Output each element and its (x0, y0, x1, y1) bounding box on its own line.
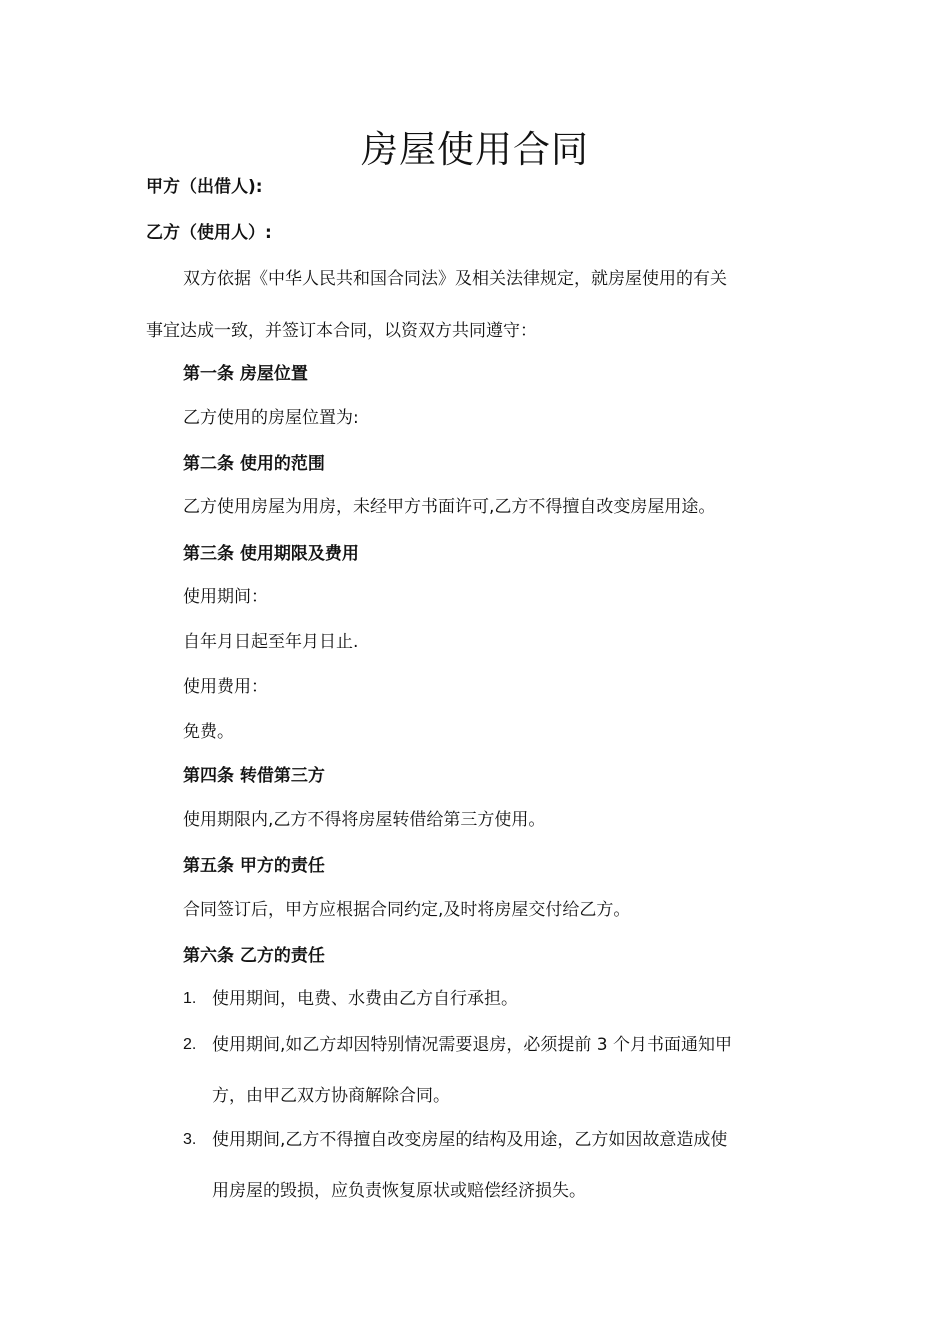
intro-paragraph-line-2: 事宜达成一致，并签订本合同，以资双方共同遵守： (146, 321, 537, 341)
party-b-label: 乙方（使用人）: (146, 223, 272, 243)
article-3-text-fee-value: 免费。 (183, 722, 234, 742)
article-3-text-period-label: 使用期间： (183, 587, 268, 607)
article-4-heading: 第四条 转借第三方 (183, 766, 325, 786)
list-item-text-line-2: 用房屋的毁损，应负责恢复原状或赔偿经济损失。 (212, 1181, 586, 1201)
list-item-text-line-1: 使用期间，电费、水费由乙方自行承担。 (212, 989, 518, 1009)
list-item-number: 1. (183, 990, 197, 1007)
list-item-text-line-1: 使用期间,如乙方却因特别情况需要退房，必须提前 3 个月书面通知甲 (212, 1035, 733, 1055)
list-item-number: 3. (183, 1131, 197, 1148)
article-3-text-fee-label: 使用费用： (183, 677, 268, 697)
party-a-label: 甲方（出借人): (146, 177, 263, 197)
article-3-text-period-value: 自年月日起至年月日止. (183, 632, 359, 652)
article-1-text: 乙方使用的房屋位置为: (183, 408, 359, 428)
list-item-text-line-2: 方，由甲乙双方协商解除合同。 (212, 1086, 450, 1106)
intro-paragraph-line-1: 双方依据《中华人民共和国合同法》及相关法律规定，就房屋使用的有关 (183, 269, 727, 289)
article-6-heading: 第六条 乙方的责任 (183, 946, 325, 966)
list-item-number: 2. (183, 1036, 197, 1053)
article-5-text: 合同签订后，甲方应根据合同约定,及时将房屋交付给乙方。 (183, 900, 631, 920)
document-title: 房屋使用合同 (361, 128, 589, 171)
article-5-heading: 第五条 甲方的责任 (183, 856, 325, 876)
article-2-heading: 第二条 使用的范围 (183, 454, 325, 474)
article-3-heading: 第三条 使用期限及费用 (183, 544, 359, 564)
list-item-text-line-1: 使用期间,乙方不得擅自改变房屋的结构及用途，乙方如因故意造成使 (212, 1130, 728, 1150)
article-4-text: 使用期限内,乙方不得将房屋转借给第三方使用。 (183, 810, 546, 830)
article-2-text: 乙方使用房屋为用房，未经甲方书面许可,乙方不得擅自改变房屋用途。 (183, 497, 716, 517)
article-1-heading: 第一条 房屋位置 (183, 364, 308, 384)
